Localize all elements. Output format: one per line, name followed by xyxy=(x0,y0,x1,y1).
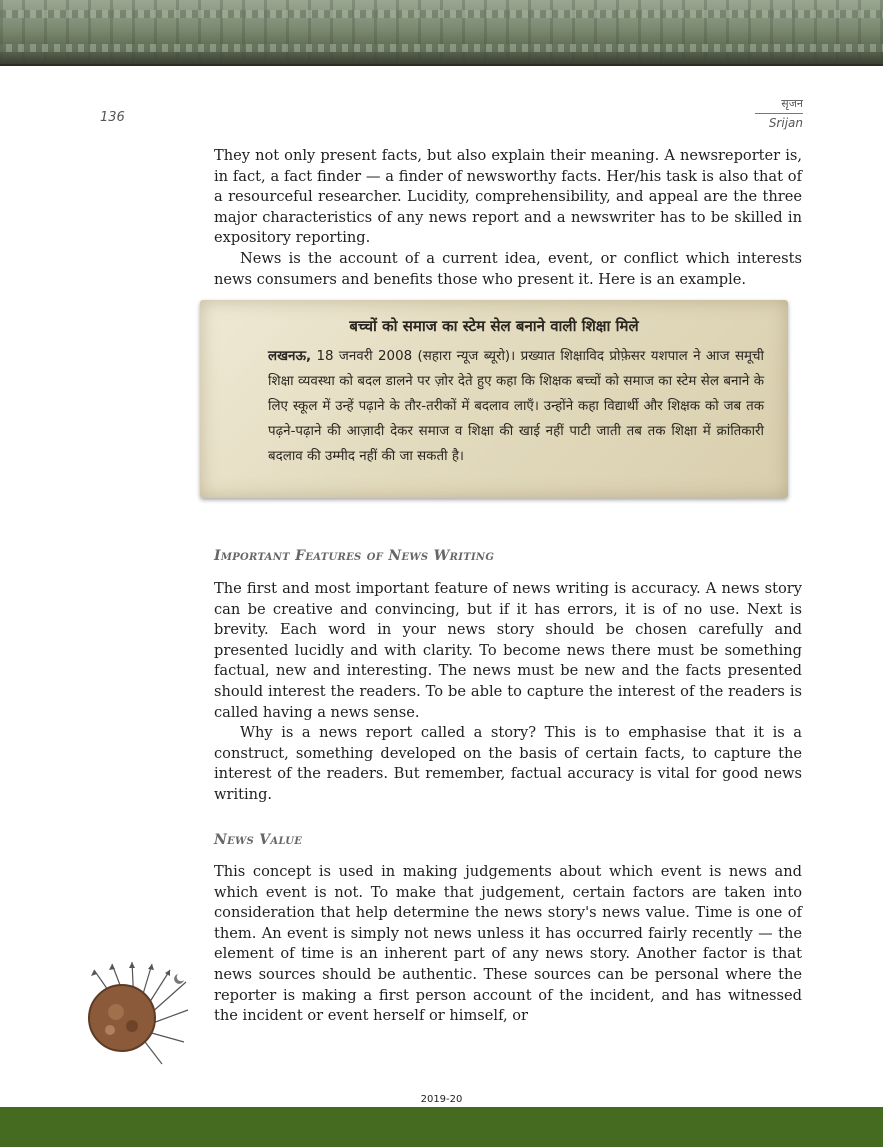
news-example-dateline: लखनऊ, xyxy=(268,349,312,364)
running-head-rule xyxy=(755,113,803,114)
features-paragraph-2: Why is a news report called a story? This is to emphasise that it is a construct, something developed on the basis of certain facts, to capture the interest of the readers. But remember, factual accuracy is vital for good news writing. xyxy=(214,724,802,803)
section-heading-news-value: News Value xyxy=(214,832,303,848)
intro-paragraph-2: News is the account of a current idea, event, or conflict which interests news consumers and benefits those who present it. Here is an example. xyxy=(214,249,802,288)
page-number: 136 xyxy=(100,110,125,125)
news-example-body xyxy=(268,344,764,469)
features-paragraph-1: The first and most important feature of news writing is accuracy. A news story can be creative and convincing, but if it has errors, it is of no use. Next is brevity. Each word in your news story should be chosen carefully and presented lucidly and with clarity. To become news there must be something factual, new and interesting. The news must be new and the facts presented should interest the readers. To be able to capture the interest of the readers is called having a news sense. xyxy=(214,580,802,721)
news-value-paragraph-1: This concept is used in making judgements about which event is news and which event is not. To make that judgement, certain factors are taken into consideration that help determine the news story's news value. Time is one of them. An event is simply not news unless it has occurred fairly recently — the element of time is an inherent part of any news story. Another factor is that news sources should be authentic. These sources can be personal where the reporter is making a first person account of the incident, and has witnessed the incident or event herself or himself, or xyxy=(214,863,802,1025)
running-head-hindi: सृजन xyxy=(781,97,803,110)
footer-bar xyxy=(0,1107,883,1147)
intro-paragraph-1: They not only present facts, but also explain their meaning. A newsreporter is, in fact, a fact finder — a finder of newsworthy facts. Her/his task is also that of a resourceful researcher. Lucidity, comprehensibility, and appeal are the three major characteristics of any news report and a newswriter has to be skilled in expository reporting. xyxy=(214,147,802,247)
news-example-clipping xyxy=(200,300,788,498)
features-text xyxy=(214,579,802,806)
news-example-headline: बच्चों को समाज का स्टेम सेल बनाने वाली शिक्षा मिले xyxy=(349,317,639,335)
news-example-text: प्रख्यात शिक्षाविद प्रोफ़ेसर यशपाल ने आज समूची शिक्षा व्यवस्था को बदल डालने पर ज़ोर देते हुए कहा कि शिक्षक बच्चों को समाज का स्टेम सेल बनाने के लिए स्कूल में उन्हें पढ़ाने के तौर-तरीकों में बदलाव लाएँ। उन्होंने कहा विद्यार्थी और शिक्षक को जब तक पढ़ने-पढ़ाने की आज़ादी देकर समाज व शिक्षा की खाई नहीं पाटी जाती तब तक शिक्षा में क्रांतिकारी बदलाव की उम्मीद नहीं की जा सकती है। xyxy=(268,349,764,464)
sun-emblem-icon xyxy=(82,960,192,1070)
news-value-text xyxy=(214,862,802,1027)
running-head xyxy=(755,96,803,130)
intro-text xyxy=(214,146,802,290)
running-head-english: Srijan xyxy=(768,116,803,130)
year-code: 2019-20 xyxy=(420,1094,463,1105)
news-example-date-source: 18 जनवरी 2008 (सहारा न्यूज ब्यूरो)। xyxy=(311,349,516,364)
top-decorative-banner xyxy=(0,0,883,66)
section-heading-features: Important Features of News Writing xyxy=(214,548,495,564)
